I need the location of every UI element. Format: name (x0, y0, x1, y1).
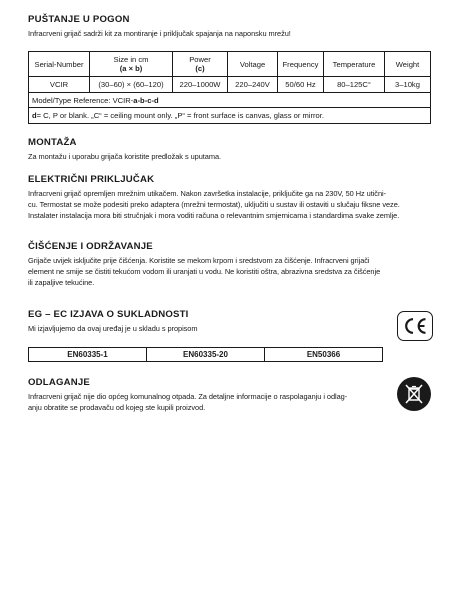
cell-temperature: 80–125C° (324, 77, 385, 93)
specs-value-row (29, 77, 431, 93)
footnote-row (29, 108, 431, 124)
cleaning-section (28, 241, 430, 289)
cleaning-line-3: ili zapaljive tekućine. (28, 278, 95, 288)
disposal-line-2: anju obratite se prodavaču od kojeg ste kupili proizvod. (28, 403, 206, 413)
cell-size: (30–60) × (60–120) (90, 77, 173, 93)
electrical-line-3: Instalater instalacija mora biti stručnjak i mora voditi računa o relevantnim smjernicama i standardima svake zemlje. (28, 211, 400, 221)
cleaning-line-1: Grijače uvijek isključite prije čišćenja. Koristite se mekom krpom i sredstvom za čišćenje. Infracrveni grijači (28, 256, 370, 265)
specs-table-wrapper (28, 51, 430, 124)
header-temperature: Temperature (324, 52, 385, 77)
electrical-section (28, 174, 430, 222)
disposal-section (28, 377, 388, 413)
cell-power: 220–1000W (173, 77, 228, 93)
conformity-title: EG – EC IZJAVA O SUKLADNOSTI (28, 309, 189, 320)
disposal-line-1: Infracrveni grijač nije dio općeg komunalnog otpada. Za detaljne informacije o raspolaganju i odlag- (28, 392, 348, 401)
disposal-title: ODLAGANJE (28, 377, 91, 388)
startup-section (28, 14, 430, 39)
header-size (90, 52, 173, 77)
cleaning-line-2: element ne smije se čistiti tekućom vodom ili uranjati u vodu. Ne koristiti oštra, abrazivna sredstva za čišćenje (28, 267, 381, 277)
model-reference-label: Model/Type Reference: VCIR- (32, 95, 134, 105)
cell-voltage: 220–240V (228, 77, 278, 93)
conformity-text: Mi izjavljujemo da ovaj uređaj je u skladu s propisom (28, 324, 198, 333)
header-voltage: Voltage (228, 52, 278, 77)
crossed-out-bin-svg (402, 382, 426, 406)
standards-table-wrapper (28, 347, 430, 362)
electrical-line-1: Infracrveni grijač opremljen mrežnim utikačem. Nakon završetka instalacije, priključite ga na 230V, 50 Hz utični- (28, 189, 387, 198)
conformity-section (28, 309, 430, 334)
standard-1: EN60335-1 (29, 348, 147, 362)
cell-weight: 3–10kg (385, 77, 431, 93)
standards-row (29, 348, 383, 362)
header-serial: Serial-Number (29, 52, 90, 77)
footnote-cell (29, 108, 431, 124)
electrical-title: ELEKTRIČNI PRIKLJUČAK (28, 174, 155, 185)
header-power-label: Power (189, 55, 211, 64)
specs-header-row (29, 52, 431, 77)
mounting-section (28, 137, 430, 162)
ce-mark-svg (402, 317, 428, 335)
crossed-out-bin-icon (397, 377, 431, 411)
specs-table (28, 51, 431, 124)
model-reference-row (29, 93, 431, 108)
ce-mark-icon (397, 311, 433, 341)
cleaning-title: ČIŠĆENJE I ODRŽAVANJE (28, 241, 153, 252)
header-weight: Weight (385, 52, 431, 77)
header-size-label: Size in cm (113, 55, 149, 64)
footnote-text: = C, P or blank. „C“ = ceiling mount only. „P“ = front surface is canvas, glass or mirror. (36, 111, 324, 120)
mounting-title: MONTAŽA (28, 137, 77, 148)
model-reference-code: a-b-c-d (133, 95, 159, 105)
mounting-text: Za montažu i uporabu grijača koristite predložak s uputama. (28, 152, 222, 161)
startup-title: PUŠTANJE U POGON (28, 14, 130, 25)
cell-serial: VCIR (29, 77, 90, 93)
cell-frequency: 50/60 Hz (278, 77, 324, 93)
header-power-sub: (c) (195, 64, 205, 73)
standard-3: EN50366 (265, 348, 383, 362)
electrical-line-2: cu. Termostat se može podesiti preko adaptera (mrežni termostat), uključiti u sustav ili ostaviti u slučaju fiksne veze. (28, 200, 400, 210)
standards-table (28, 347, 383, 362)
header-size-sub: (a × b) (119, 64, 143, 73)
model-reference-cell (29, 93, 431, 108)
startup-text: Infracrveni grijač sadrži kit za montiranje i priključak spajanja na naponsku mrežu! (28, 29, 291, 38)
footnote-d: d (32, 111, 37, 120)
header-power (173, 52, 228, 77)
standard-2: EN60335-20 (147, 348, 265, 362)
header-frequency: Frequency (278, 52, 324, 77)
